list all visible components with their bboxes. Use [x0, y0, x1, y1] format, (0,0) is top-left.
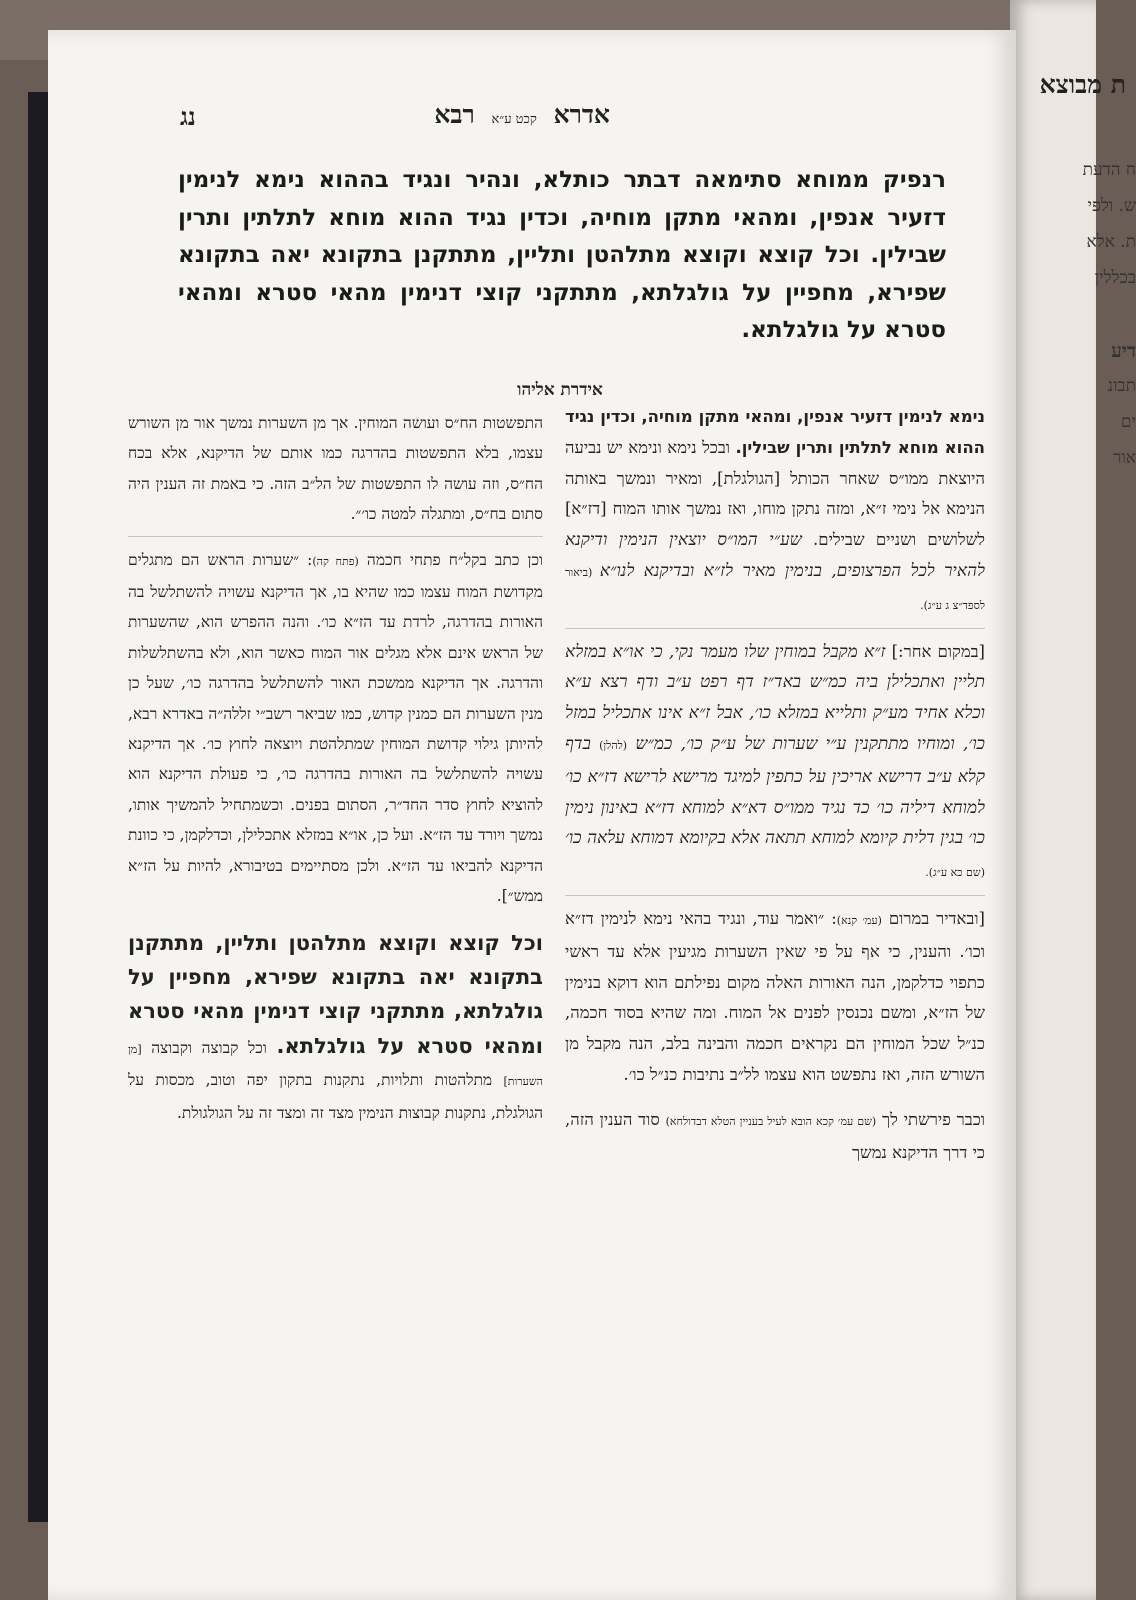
- divider: [128, 536, 543, 537]
- commentary-text: ובכל נימא ונימא יש נביעה היוצאת ממו״ס שאחר הכותל [הגולגלת], ומאיר ונמשך באותה הנימא אל נימי ז״א, ומזה נתקן מוחו, ואז נמשך אותו המוח [דז״א] לשלושים ושניים שבילים.: [565, 437, 985, 550]
- facing-line: בכללין: [1094, 268, 1136, 288]
- facing-line: תבונ: [1107, 376, 1136, 396]
- commentary-title: אידרת אליהו: [517, 380, 603, 400]
- quoted-text: וכל קוצא וקוצא מתלהטן ותליין, מתתקנן בתקונא יאה בתקונא שפירא, מחפיין על גולגלתא, מתתקני קוצי דנימין מהאי סטרא ומהאי סטרא על גולגלתא.: [128, 930, 543, 1058]
- commentary-text: וכבר פירשתי לך: [876, 1109, 985, 1129]
- facing-page-title: ת מבוצא: [1039, 70, 1126, 99]
- commentary-text: [ובאדיר במרום: [881, 908, 985, 928]
- left-paragraph-1: התפשטות הח״ס ועושה המוחין. אך מן השערות נמשך אור מן השורש עצמו, בלא התפשטות בהדרגה כמו אותם של הדיקנא, אלא בכח הח״ס, וזה עושה לו התפשטות של הל״ב הזה. כי באמת זה הענין היה סתום בח״ס, ומתגלה למטה כו׳״.: [128, 414, 543, 524]
- facing-line: אור: [1113, 448, 1136, 468]
- source-reference: (שם כא ע״ג).: [925, 866, 985, 880]
- source-reference: (להלן): [599, 738, 628, 752]
- source-reference: (ביאור לספד״צ ג ע״ג).: [565, 565, 985, 612]
- commentary-text: סוד הענין הזה, כי דרך הדיקנא נמשך: [565, 1109, 985, 1162]
- title-reference: קכט ע״א: [491, 112, 537, 127]
- quoted-text: נימא לנימין דזעיר אנפין, ומהאי מתקן מוחיה, וכדין נגיד ההוא מוחא לתלתין ותרין שבילין.: [565, 407, 986, 457]
- facing-line: ת. אלא: [1086, 232, 1136, 252]
- commentary-text: : ״ואמר עוד, ונגיד בהאי נימא לנימין דז״א וכו׳. והענין, כי אף על פי שאין השערות מגיעין אלא עד ראשי כתפוי כדלקמן, הנה האורות האלה מקום נפילתם הוא דוקא בנימין של הז״א, ומשם נכנסין לפנים אל המוח. ומה שהיא בסוד חכמה, כנ״ל שכל המוחין הם נקראים חכמה והבינה בלב, הנה מקבל מן השורש הזה, ואז נתפשט הוא עצמו לל״ב נתיבות כנ״ל כו׳.: [565, 908, 985, 1084]
- right-paragraph-2: [565, 637, 985, 889]
- main-zohar-text: רנפיק ממוחא סתימאה דבתר כותלא, ונהיר ונגיד בההוא נימא לנימין דזעיר אנפין, ומהאי מתקן מוחיה, וכדין נגיד ההוא מוחא לתלתין ותרין שבילין. וכל קוצא וקוצא מתלהטן ותליין, מתתקנן בתקונא יאה בתקונא שפירא, מחפיין על גולגלתא, מתתקני קוצי דנימין מהאי סטרא ומהאי סטרא על גולגלתא.: [178, 167, 946, 343]
- running-title: [434, 100, 610, 130]
- commentary-left-column: [128, 408, 543, 1128]
- right-paragraph-4: [565, 1105, 985, 1169]
- page-header: [120, 100, 940, 140]
- handwritten-style-text: שע״י המו״ס יוצאין הנימין ודיקנא להאיר לכל הפרצופים, בנימין מאיר לז״א ובדיקנא לנו״א: [565, 530, 986, 581]
- commentary-right-column: [565, 402, 985, 1168]
- facing-line: ים: [1120, 412, 1136, 432]
- book-spine-edge: [28, 92, 50, 1522]
- title-word-a: אדרא: [553, 100, 610, 129]
- divider: [565, 895, 985, 896]
- source-reference: (עמ׳ קנא): [836, 913, 882, 927]
- left-paragraph-3: [128, 926, 543, 1128]
- commentary-text: וכל קבוצה וקבוצה: [141, 1038, 277, 1057]
- divider: [565, 628, 985, 629]
- left-paragraph-2: [128, 545, 543, 912]
- source-reference: [מן השערות]: [128, 1042, 543, 1089]
- right-paragraph-3: [565, 904, 985, 1091]
- facing-page: [1010, 0, 1136, 1600]
- facing-line: ש. ולפי: [1087, 196, 1136, 216]
- source-reference: (פתח קה): [312, 554, 359, 568]
- commentary-text: [במקום אחר:]: [891, 641, 985, 661]
- commentary-text: מתלהטות ותלויות, נתקנות בתקון יפה וטוב, מכסות על הגולגלת, נתקנות קבוצות הנימין מצד זה ומצד זה על הגולגולת.: [128, 1071, 543, 1122]
- facing-line: ח הדעת: [1082, 160, 1136, 180]
- commentary-text: : ״שערות הראש הם מתגלים מקדושת המוח עצמו כמו שהיא בו, אך הדיקנא עשויה להשתלשל בה האורות בהדרגה, לרדת עד הז״א כו׳. והנה ההפרש הוא, שהשערות של הראש אינם אלא מגלים אור המוח כאשר הוא, ולא בהשתלשלות והדרגה. אך הדיקנא ממשכת האור להשתלשל בהדרגה כו׳, שעל כן מנין השערות הם כמנין קדוש, כמו שביאר רשב״י זללה״ה באדרא רבא, להיותן גילוי קדושת המוחין שמתלהטת ויוצאה לחוץ כו׳. אך הדיקנא עשויה להשתלשל בה האורות בהדרגה כו׳, כי פעולת הדיקנא הוא להוציא לחוץ סדר החד״ר, הסתום בפנים. וכשמתחיל להמשיך אותו, נמשך ויורד עד הז״א. ועל כן, או״א במזלא אתכלילן, וכדלקמן, כי כוונת הדיקנא להביאו עד הז״א. ולכן מסתיימים בטיבורא, להיות על הז״א ממש״].: [128, 550, 543, 906]
- handwritten-style-text: ז״א מקבל במוחין שלו מעמר נקי, כי או״א במזלא תליין ואתכלילן ביה כמ״ש באד״ז דף רפט ע״ב ודף רצא ע״א וכלא אחיד מע״ק ותלייא במזלא כו׳, אבל ז״א אינו אתכליל במזל כו׳, ומוחיו מתתקנין ע״י שערות של ע״ק כו׳, כמ״ש: [565, 641, 985, 754]
- source-reference: (שם עמ׳ קכא הובא לעיל בעניין הטלא דבדולחא): [665, 1114, 877, 1128]
- handwritten-style-text: בדף קלא ע״ב דרישא אריכין על כתפין למיגד מרישא לרישא דז״א כו׳ למוחא דיליה כו׳ כד נגיד ממו״ס דא״א למוחא דז״א באינון נימין כו׳ בגין דלית קיומא למוחא תתאה אלא בקיומא דמוחא עלאה כו׳: [565, 733, 985, 849]
- commentary-text: וכן כתב בקל״ח פתחי חכמה: [358, 550, 543, 569]
- facing-line: דיע: [1111, 340, 1136, 362]
- page-number: נג: [180, 102, 196, 131]
- title-word-b: רבא: [434, 100, 475, 129]
- right-paragraph-1: [565, 402, 985, 622]
